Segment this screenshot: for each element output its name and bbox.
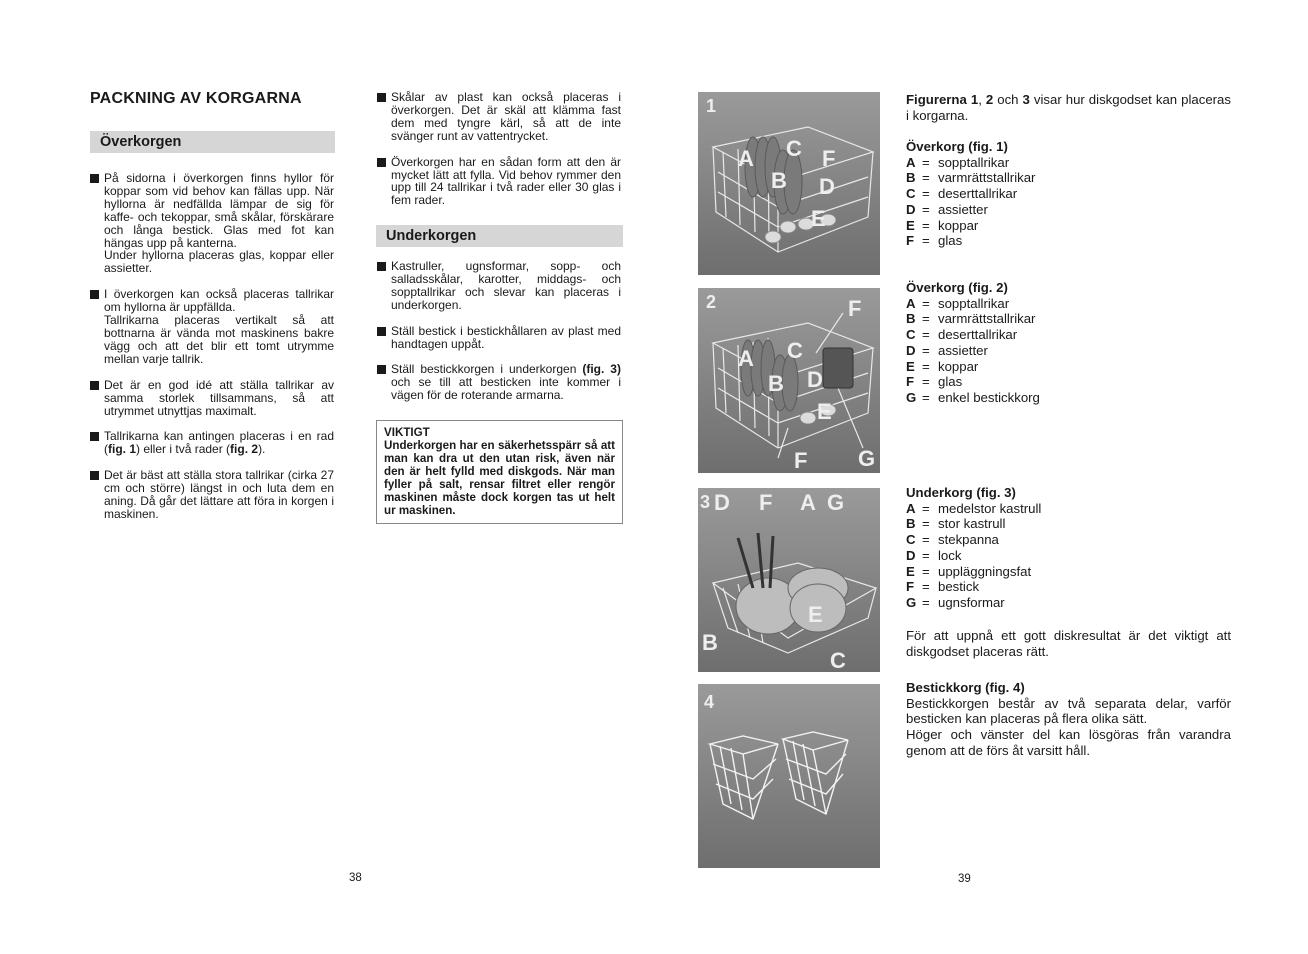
page-title: PACKNING AV KORGARNA: [90, 90, 302, 107]
cutlery-basket-text: Höger och vänster del kan lösgöras från varandra genom att de förs åt varsitt håll.: [906, 727, 1231, 758]
bullet-text: Ställ bestickkorgen i underkorgen (fig. 3) och se till att besticken inte kommer i vägen för de roterande armarna.: [391, 362, 621, 403]
legend-row: A = medelstor kastrull: [906, 500, 1042, 516]
legend-row: F = glas: [906, 374, 963, 390]
figure-2-upper-basket-photo: [698, 288, 880, 473]
legend-title: Överkorg (fig. 2): [906, 280, 1008, 295]
bullet-text: Tallrikarna kan antingen placeras i en rad (fig. 1) eller i två rader (fig. 2).: [104, 429, 334, 457]
bullet-item: [90, 172, 334, 275]
upper-basket-bullets: [90, 172, 334, 534]
figure-label: G: [827, 490, 845, 515]
figure-label: C: [830, 648, 846, 672]
legend-title: Underkorg (fig. 3): [906, 485, 1016, 500]
legend-row: G = ugnsformar: [906, 594, 1005, 610]
figure-label: F: [759, 490, 773, 515]
bullet-square-icon: [377, 262, 386, 271]
legend-row: D = assietter: [906, 201, 988, 217]
bullet-text: Under hyllorna placeras glas, koppar eller assietter.: [104, 248, 334, 276]
legend-title: Överkorg (fig. 1): [906, 139, 1008, 154]
figure-3-lower-basket-photo: [698, 488, 880, 672]
upper-basket-bullets-cont: [377, 91, 621, 220]
bullet-item: [377, 363, 621, 402]
bullet-square-icon: [90, 174, 99, 183]
figure-number: 1: [706, 96, 717, 116]
legend-row: A = sopptallrikar: [906, 154, 1010, 170]
bullet-item: [90, 469, 334, 521]
legend-row: F = bestick: [906, 579, 980, 595]
figure-label: A: [738, 146, 754, 171]
figure-label: B: [771, 168, 787, 193]
legend-row: C = stekpanna: [906, 532, 999, 548]
figure-label: E: [811, 206, 826, 231]
legend-row: F = glas: [906, 233, 963, 249]
figure-label: B: [768, 371, 784, 396]
bullet-item: [90, 288, 334, 365]
figure-label: C: [786, 136, 802, 161]
legend-row: A = sopptallrikar: [906, 295, 1010, 311]
bullet-square-icon: [90, 432, 99, 441]
lower-basket-bullets: [377, 260, 621, 415]
legend-row: C = deserttallrikar: [906, 186, 1018, 202]
bullet-text: I överkorgen kan också placeras tallrikar om hyllorna är uppfällda.: [104, 287, 334, 315]
figure-number: 2: [706, 292, 717, 312]
bullet-square-icon: [377, 93, 386, 102]
bullet-text: Skålar av plast kan också placeras i överkorgen. Det är skäl att klämma fast dem med tyngre kärl, så att de inte svänger runt av vattentrycket.: [391, 90, 621, 143]
figure-label: D: [714, 490, 730, 515]
legend-row: B = varmrättstallrikar: [906, 170, 1036, 186]
figure-label: G: [858, 446, 876, 471]
legend-row: E = koppar: [906, 358, 979, 374]
legend-row: E = uppläggningsfat: [906, 563, 1032, 579]
page-number-left: 38: [349, 872, 362, 884]
figure-number: 4: [704, 692, 715, 712]
bullet-square-icon: [90, 381, 99, 390]
section-heading-upper: Överkorgen: [90, 131, 335, 153]
figure-label: F: [848, 296, 862, 321]
legend-fig-1: [906, 139, 1226, 249]
cutlery-basket-text: Bestickkorgen består av två separata delar, varför besticken kan placeras på flera olika sätt.: [906, 695, 1231, 727]
bullet-text: Det är en god idé att ställa tallrikar av samma storlek tillsammans, så att utrymmet utnyttjas maximalt.: [104, 377, 334, 418]
bullet-text: Ställ bestick i bestickhållaren av plast med handtagen uppåt.: [391, 323, 621, 351]
legend-row: C = deserttallrikar: [906, 327, 1018, 343]
bullet-square-icon: [377, 158, 386, 167]
figure-4-cutlery-basket-photo: [698, 684, 880, 868]
bullet-text: Kastruller, ugnsformar, sopp- och salladsskålar, karotter, middags- och sopptallrikar och slevar kan placeras i underkorgen.: [391, 259, 621, 312]
bullet-text: Överkorgen har en sådan form att den är mycket lätt att fylla. Vid behov rymmer den upp till 24 tallrikar i två rader eller 30 glas i fem rader.: [391, 154, 621, 208]
legend-row: E = koppar: [906, 217, 979, 233]
figure-1-upper-basket-photo: [698, 92, 880, 275]
figures-intro: Figurerna 1, 2 och 3 visar hur diskgodset kan placeras i korgarna.: [906, 92, 1231, 123]
figure-label: E: [817, 399, 832, 424]
bullet-item: [377, 91, 621, 143]
figure-label: F: [794, 448, 808, 473]
bullet-text: På sidorna i överkorgen finns hyllor för koppar som vid behov kan fällas upp. När hyllorna är nedfällda lämpar de sig för kaffe- och tekoppar, små skålar, förskärare och långa bestick. Glas med fot kan hängas upp på kanterna.: [104, 171, 334, 250]
figure-label: B: [702, 630, 718, 655]
legend-row: B = varmrättstallrikar: [906, 311, 1036, 327]
legend-row: D = lock: [906, 547, 962, 563]
bullet-item: [90, 430, 334, 456]
bullet-text: Tallrikarna placeras vertikalt så att bottnarna är vända mot maskinens bakre vägg och att det blir ett tomt utrymme mellan varje tallrik.: [104, 313, 334, 366]
figure-label: F: [822, 146, 836, 171]
bullet-item: [377, 325, 621, 351]
bullet-item: [90, 379, 334, 418]
legend-fig-2: [906, 280, 1226, 406]
bullet-square-icon: [90, 471, 99, 480]
bullet-square-icon: [377, 365, 386, 374]
figure-number: 3: [700, 492, 711, 512]
figure-label: A: [738, 346, 754, 371]
important-notice-box: [376, 420, 623, 524]
figure-label: A: [800, 490, 816, 515]
bullet-text: Det är bäst att ställa stora tallrikar (cirka 27 cm och större) längst in och luta dem en aning. Då går det lättare att föra in korgen i maskinen.: [104, 468, 334, 521]
legend-row: D = assietter: [906, 342, 988, 358]
figure-label: D: [807, 367, 823, 392]
figure-label: D: [819, 174, 835, 199]
cutlery-basket-section: [906, 680, 1231, 759]
bullet-square-icon: [377, 327, 386, 336]
section-heading-lower: Underkorgen: [376, 225, 623, 247]
cutlery-basket-title: Bestickkorg (fig. 4): [906, 680, 1025, 695]
figure-label: C: [787, 338, 803, 363]
placement-note: För att uppnå ett gott diskresultat är det viktigt att diskgodset placeras rätt.: [906, 628, 1231, 659]
legend-fig-3: [906, 485, 1226, 611]
bullet-item: [377, 260, 621, 312]
legend-row: G = enkel bestickkorg: [906, 389, 1040, 405]
legend-row: B = stor kastrull: [906, 516, 1006, 532]
bullet-item: [377, 156, 621, 208]
figure-label: E: [808, 602, 823, 627]
notice-text: Underkorgen har en säkerhetsspärr så att man kan dra ut den utan risk, även när den är helt fylld med diskgods. När man fyller på salt, rensar filtret eller rengör maskinen måste dock korgen tas ut helt ur maskinen.: [384, 439, 615, 517]
page-number-right: 39: [958, 873, 971, 885]
bullet-square-icon: [90, 290, 99, 299]
notice-heading: VIKTIGT: [384, 426, 430, 439]
